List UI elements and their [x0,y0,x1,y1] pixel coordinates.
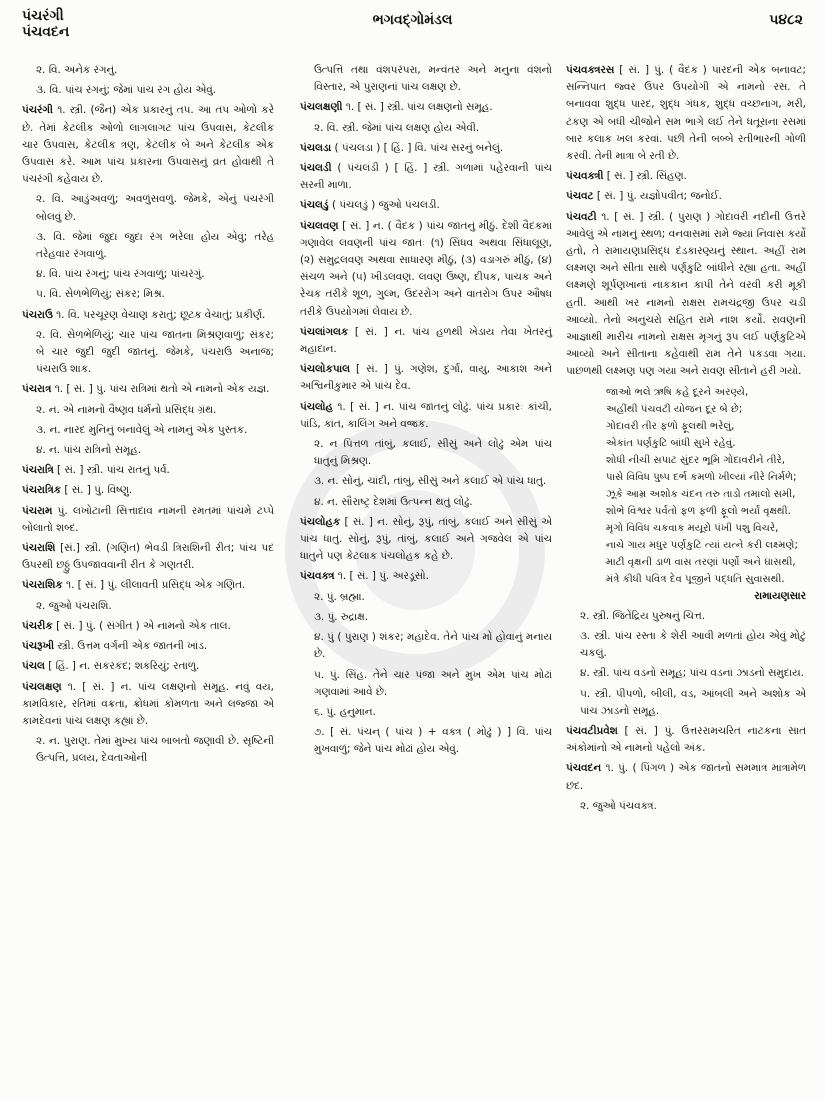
definition-text: [ સં. ] પું. ગણેશ, દુર્ગા, વાયુ, આકાશ અને અશ્વિનીકુમાર એ પાંચ દેવ. [300,363,552,393]
dictionary-entry [566,188,806,205]
headword: પંચરાત્ર [22,383,52,396]
entry-sense [22,62,274,79]
definition-text: ૪. વિ. પાંચ રંગનું; પાંચ રંગવાળું; પાંચરંગું. [36,268,205,281]
verse-line: મૃગો વિવિધ ચકવાક મયૂરો પંખી પશુ વિચરે, [606,522,779,534]
dictionary-entry [566,209,806,381]
definition-text: ૧. [ સં. ] સ્ત્રી. ( પુરાણ ) ગોદાવરી નદીની ઉત્તરે આવેલું એ નામનું સ્થળ; વનવાસમાં રામે જ્યાં નિવાસ કર્યો હતો, તે રામાયણપ્રસિદ્ધ દંડકારણ્યનું સ્થાન. અહીં રામ લક્ષ્મણ અને સીતા સાથે પર્ણકુટિ બાંધીને રહ્યા હતા. અહીં લક્ષ્મણે શૂર્પણખાનાં નાકકાન કાપી તેને વરવી કરી મૂકી હતી. આથી ખર નામનો રાક્ષસ રામચંદ્રજી ઉપર ચડી આવ્યો. તેનો અનુચરો સહિત રામે નાશ કર્યો. રાવણની આજ્ઞાથી મારીચ નામનો રાક્ષસ મૃગનું રૂપ લઈ પર્ણકુટિએ આવ્યો અને સીતાના કહેવાથી રામ તેને પકડવા ગયા. પાછળથી લક્ષ્મણ પણ ગયા અને રાવણ સીતાને હરી ગયો. [566,210,806,378]
dictionary-entry [300,160,552,194]
verse-line: શોધી નીચી સપાટ સુંદર ભૂમિ ગોદાવરીને તીરે, [606,454,786,466]
definition-text: ૫. પું. સિંહ. તેને ચાર પંજા અને મુખ એમ પાંચ મોઢાં ગણવામાં આવે છે. [314,668,552,698]
dictionary-entry [300,218,552,321]
entry-sense [22,286,274,303]
headword: પંચવટીપ્રવેશ [566,725,618,738]
dictionary-entry [22,577,274,594]
dictionary-entry [22,658,274,675]
quoted-verse [580,384,806,588]
entry-sense [566,384,806,605]
verse-line: જાઓ ભલે ઋષિ કહે દૂરને અરણ્યે, [606,386,749,398]
definition-text: [ સં. ] ન. સોનું, રૂપું, તાંબું, કલાઈ અને સીસું એ પાંચ ધાતુ. સોનું, રૂપું, તાંબું, કલાઈ અને ગજવેલ એ પાંચ ધાતુને પણ કેટલાક પંચલોહક કહે છે. [300,515,553,563]
definition-text: [સં.] સ્ત્રી. (ગણિત) ભેવડી ત્રિરાશિની રીત; પાંચ પદ ઉપરથી છઠ્ઠું ઉપજાવવાની રીત કે ગણતરી. [22,542,274,572]
entry-sense [22,266,274,283]
definition-text: ૨. પું. બ્રહ્મા. [314,590,365,603]
definition-text: ૪. પું ( પુરાણ ) શંકર; મહાદેવ. તેને પાંચ મોં હોવાનું મનાય છે. [314,631,552,661]
verse-line: એકાંત પર્ણકુટિ બાંધી સુખે રહેવું. [606,437,736,449]
definition-text: ૨. ન. પુરાણ. તેમાં મુખ્ય પાંચ બાબતો જણાવી છે. સૃષ્ટિની ઉત્પત્તિ, પ્રલય, દેવતાઓની [36,735,274,765]
entry-sense [22,327,274,379]
definition-text: ૩. ન. સોનું, ચાંદી, તાંબું, સીસું અને કલાઈ એ પાંચ ધાતુ. [314,475,547,488]
definition-text: ૧. [ સં. ] ન. પાંચ લક્ષણનો સમૂહ. નવું વય, કામવિકાર, રતિમાં વક્રતા, ક્રોધમાં કોમળતા અને લજ્જા એ કામદેવનાં પાંચ લક્ષણ કહ્યાં છે. [22,680,274,727]
column-1 [22,62,274,771]
dictionary-entry [566,62,806,165]
verse-line: ઝૂકે આમ્ર અશોક ચંદન તરુ તાડો તમાલો સમી, [606,488,796,500]
headword: પંચરૂખી [22,640,55,653]
dictionary-entry [22,503,274,537]
headword: પંચલોકપાલ [300,363,350,376]
definition-text: ૭. [ સં. પંચન્ ( પાંચ ) + વક્ત્ર ( મોઢું ) ] વિ. પાંચ મુખવાળું; જેને પાંચ મોઢાં હોય એવું. [314,726,552,756]
headword: પંચરીક [22,619,53,632]
definition-text: [ સં. ] ન. પાંચ હળથી ખેડાય તેવા ખેતરનું મહાદાન. [300,325,552,356]
dictionary-entry [22,102,274,188]
definition-text: ( પંચલડા ) [ હિં. ] વિ. પાંચ સરનું બનેલું. [334,141,504,154]
dictionary-entry [22,307,274,324]
dictionary-entry [22,462,274,479]
definition-text: ૨. વિ. સ્ત્રી. જેમાં પાંચ લક્ષણ હોય એવી. [314,121,480,134]
definition-text: ૨. વિ. અનેક રંગનું. [36,64,118,76]
dictionary-entry [300,361,552,395]
definition-text: ૬. પું. હનુમાન. [314,705,376,718]
entry-sense [300,62,552,96]
entry-sense [300,589,552,606]
entry-sense [22,191,274,225]
headword: પંચવક્ત્રી [566,170,604,183]
definition-text: સ્ત્રી. ઉત્તમ વર્ગની એક જાતની ખાંડ. [57,640,208,653]
dictionary-entry [566,760,806,794]
verse-line: નાચે ગાય મધુર પર્ણકુટિ ત્યાં યત્ને કરી લક્ષ્મણે; [606,539,798,551]
definition-text: પું. લખોટાની સિત્તાદાવ નામની રમતમાં પાંચમે ટપ્પે બોલાતો શબ્દ. [22,504,274,534]
entry-sense [566,628,806,662]
headword: પંચવદન [566,762,602,775]
entry-sense [22,422,274,439]
definition-text: ૪. ન. પાંચ રાત્રિનો સમૂહ. [36,444,142,457]
definition-text: ૨. જુઓ પંચરાશિ. [36,599,112,612]
definition-text: ૧. [ સં. ] સ્ત્રી. પાંચ લક્ષણનો સમૂહ. [345,101,493,114]
verse-line: પાસે વિવિધ પુષ્પ દર્ભ કમળો ખીલ્યાં નીરે નિર્મળે; [606,471,797,483]
verse-line: ગોદાવરી તીર ફળો ફૂલથી ભરેલું, [606,420,735,432]
entry-sense [300,473,552,490]
dictionary-entry [300,514,552,566]
headword: પંચરાત્રિક [22,484,62,497]
definition-text: [ સં. ] પું. ( વૈદક ) પારદની એક બનાવટ; સન્નિપાત જ્વર ઉપર ઉપયોગી એ નામનો રસ. તે બનાવવા શુદ્ધ પારદ, શુદ્ધ ગંધક, શુદ્ધ વચ્છનાગ, મરી, ટંકણ એ બધી ચીજોને સમ ભાગે લઈ તેને ધતૂરાના રસમાં બાર કલાક ખલ કરવાં. પછી તેની બબ્બે રતીભારની ગોળી કરવી. તેની માત્રા બે રતી છે. [566,64,806,163]
definition-text: ૩. વિ. જેમાં જુદા જુદા રંગ ભરેલા હોય એવું; તરેહ તરેહવાર રંગવાળું. [36,230,274,261]
column-2 [300,62,552,762]
headword: પંચલક્ષણ [22,680,62,693]
entry-sense [566,798,806,815]
definition-text: [ હિં. ] ન. સકરકંદ; શકરિયું; રતાળુ. [48,660,200,673]
page-number: ૫૪૮૨ [769,12,803,28]
entry-sense [300,724,552,758]
entry-sense [22,229,274,263]
page-header [0,8,825,40]
definition-text: [ સં. ] ન. ( વૈદક ) પાંચ જાતનું મીઠું. દેશી વૈદકમાં ગણાવેલ લવણની પાંચ જાતઃ (૧) સિંધવ અથવા સિંધાલૂણ, (૨) સમુદ્રલવણ અથવા સાધારણ મીઠું, (૩) વડાગરું મીઠું, (૪) સંચળ અને (૫) ખીડલવણ. લવણ ઉષ્ણ, દીપક, પાચક અને રેચક તરીકે શૂળ, ગુલ્મ, ઉદરરોગ અને વાતરોગ ઉપર ઔષધ તરીકે ઉપયોગમાં લેવાય છે. [300,219,552,318]
dictionary-entry [22,679,274,731]
headword: પંચવક્ત્રરસ [566,64,615,76]
entry-sense [566,608,806,625]
definition-text: ૨. વિ. આડુંઅવળું; અવળુંસવળું. જેમકે, એનું પંચરંગી બોલવું છે. [36,193,274,223]
entry-sense [300,704,552,721]
entry-sense [300,120,552,137]
dictionary-entry [300,324,552,358]
dictionary-entry [300,99,552,116]
verse-line: અહીંથી પંચવટી યોજન દૂર બે છે; [606,403,743,415]
definition-text: [ સં. ] સ્ત્રી. પાંચ રાતનું પર્વ. [57,464,170,477]
dictionary-entry [300,399,552,433]
entry-sense [22,598,274,615]
dictionary-entry [566,168,806,185]
definition-text: ૩. ન. નારદ મુનિનું બનાવેલું એ નામનું એક પુસ્તક. [36,423,248,436]
guide-word-last: પંચવદન [22,24,70,40]
definition-text: ૧. [ સં. ] પું. લીલાવતી પ્રસિદ્ધ એક ગણિત. [65,579,246,592]
entry-sense [22,82,274,99]
definition-text: ૨. જુઓ પંચવક્ત્ર. [580,799,657,812]
dictionary-entry [22,618,274,635]
headword: પંચલવણ [300,219,339,232]
entry-sense [22,733,274,767]
headword: પંચલોહક [300,515,341,528]
definition-text: ૪. ન. સૌરાષ્ટ્ર દેશમાં ઉત્પન્ન થતું લોઢું. [314,495,473,508]
definition-text: ( પંચલડું ) જુઓ પંચલડી. [331,199,440,212]
definition-text: [ સં. ] સ્ત્રી. સિંહણ. [606,170,687,183]
definition-text: ૧. [ સં. ] પું. અરડૂસો. [337,570,429,583]
entry-sense [300,436,552,470]
entry-sense [22,442,274,459]
definition-text: ( પંચલડી ) [ હિં. ] સ્ત્રી. ગળામાં પહેરવાની પાંચ સરની માળા. [300,162,552,192]
dictionary-title: ભગવદ્ગોમંડલ [372,12,453,28]
definition-text: ૧. પું. ( પિંગળ ) એક જાતનો સમમાત્ર માત્રામેળ છંદ. [566,762,806,792]
definition-text: ૧. [ સં. ] પું. પાંચ રાત્રિમાં થતો એ નામનો એક યજ્ઞ. [54,383,270,396]
headword: પંચરંગી [22,104,53,117]
entry-sense [300,629,552,663]
definition-text: ઉત્પત્તિ તથા વંશપરંપરા, મન્વંતર અને મનુના વંશનો વિસ્તાર, એ પુરાણનાં પાંચ લક્ષણ છે. [314,64,552,94]
entry-sense [566,686,806,720]
headword: પંચવટી [566,210,597,223]
entry-sense [566,665,806,682]
entry-sense [300,667,552,701]
definition-text: [ સં. ] પું. વિષ્ણુ. [64,484,133,497]
definition-text: ૩. પું. રુદ્રાક્ષ. [314,610,369,623]
definition-text: ૧. [ સં. ] ન. પાંચ જાતનું લોઢું. પાંચ પ્રકારઃ કાંચી, પાંડિ, કાંત, કાલિંગ અને વજ્રક. [300,400,552,430]
entry-sense [300,609,552,626]
definition-text: [ સં. ] પું. ઉત્તરરામચરિત નાટકના સાત અંકોમાંનો એ નામનો પહેલો અંક. [566,725,806,755]
definition-text: [ સં. ] પું. ( સંગીત ) એ નામનો એક તાલ. [56,619,231,632]
definition-text: ૨. ન. એ નામનો વૈષ્ણવ ધર્મનો પ્રસિદ્ધ ગ્રંથ. [36,403,217,416]
definition-text: ૫. સ્ત્રી. પીપળો, બીલી, વડ, આંબલી અને અશોક એ પાંચ ઝાડનો સમૂહ. [580,687,806,717]
headword: પંચરામ [22,504,53,517]
column-3 [566,62,806,818]
dictionary-entry [22,638,274,655]
headword: પંચરાત્રિ [22,464,54,477]
headword: પંચવટ [566,190,594,203]
definition-text: ૩. સ્ત્રી. પાંચ રસ્તા કે શેરી આવી મળતાં હોય એવું મોટું ચકલું. [580,630,806,660]
definition-text: [ સં. ] પું. યજ્ઞોપવીત; જનોઈ. [596,190,722,203]
entry-sense [22,402,274,419]
headword: પંચલોહ [300,400,333,413]
dictionary-entry [566,723,806,757]
headword: પંચરાશિક [22,579,63,592]
headword: પંચરાશિ [22,542,56,555]
dictionary-entry [22,381,274,398]
headword: પંચલ [22,660,45,673]
headword: પંચલાંગલક [300,325,349,338]
definition-text: ૧. વિ. પરચૂરણ વેચાણ કરાતું; છૂટક વેચાતું; પ્રકીર્ણ. [56,308,266,321]
definition-text: ૨. વિ. સેળભેળિયું; ચાર પાંચ જાતના મિશ્રણવાળું; સંકર; બે ચાર જુદી જુદી જાતનું. જેમકે, પંચરાઉ અનાજ; પંચરાઉ શાક. [36,328,274,376]
definition-text: ૪. સ્ત્રી. પાંચ વડનો સમૂહ; પાંચ વડનાં ઝાડનો સમુદાય. [580,667,804,680]
headword: પંચલડી [300,162,332,175]
dictionary-entry [300,140,552,157]
headword: પંચવક્ત્ર [300,570,335,583]
verse-source: રામાયણસાર [754,589,806,602]
definition-text: ૫. વિ. સેળભેળિયું; સંકર; મિશ્ર. [36,288,165,301]
verse-line: શોભે વિશ્વર પર્વતો ફળ ફળી ફૂલો ભર્યાં વૃક્ષથી. [606,505,791,517]
guide-word-first: પંચરંગી [22,8,64,24]
verse-line: મંત્રે કીધી પવિત્ર દેવ પૂજીને પદ્ધતિ સુવાસથી. [606,573,785,585]
entry-sense [300,494,552,511]
dictionary-entry [22,482,274,499]
definition-text: ૧. સ્ત્રી. (જૈન) એક પ્રકારનું તપ. આ તપ ઓળો કરે છે. તેમાં કેટલીક ઓળો લાગલાગટ પાંચ ઉપવાસ, કેટલીક ચાર ઉપવાસ, કેટલીક ત્રણ, કેટલીક બે અને કેટલીક એક ઉપવાસ કરે. આમ પાંચ પ્રકારના ઉપવાસનું વ્રત હોવાથી તે પંચરંગી કહેવાય છે. [22,104,274,186]
dictionary-entry [300,568,552,585]
definition-text: ૩. વિ. પાંચ રંગનું; જેમાં પાંચ રંગ હોય એવું. [36,84,217,97]
headword: પંચરાઉ [22,308,53,321]
headword: પંચલડું [300,199,329,212]
headword: પંચલડા [300,141,332,154]
dictionary-entry [300,197,552,214]
definition-text: ૨. ન પિત્તળ તાંબું, કલાઈ, સીસું અને લોઢું એમ પાંચ ધાતુનું મિશ્રણ. [314,438,552,468]
headword: પંચલક્ષણી [300,101,343,114]
verse-line: માટી વૃક્ષની ડાળ વાસ તરણાં પર્ણો અને ઘાસથી, [606,556,796,568]
definition-text: ૨. સ્ત્રી. જિતેંદ્રિય પુરુષનું ચિત્ત. [580,609,705,622]
dictionary-entry [22,540,274,574]
